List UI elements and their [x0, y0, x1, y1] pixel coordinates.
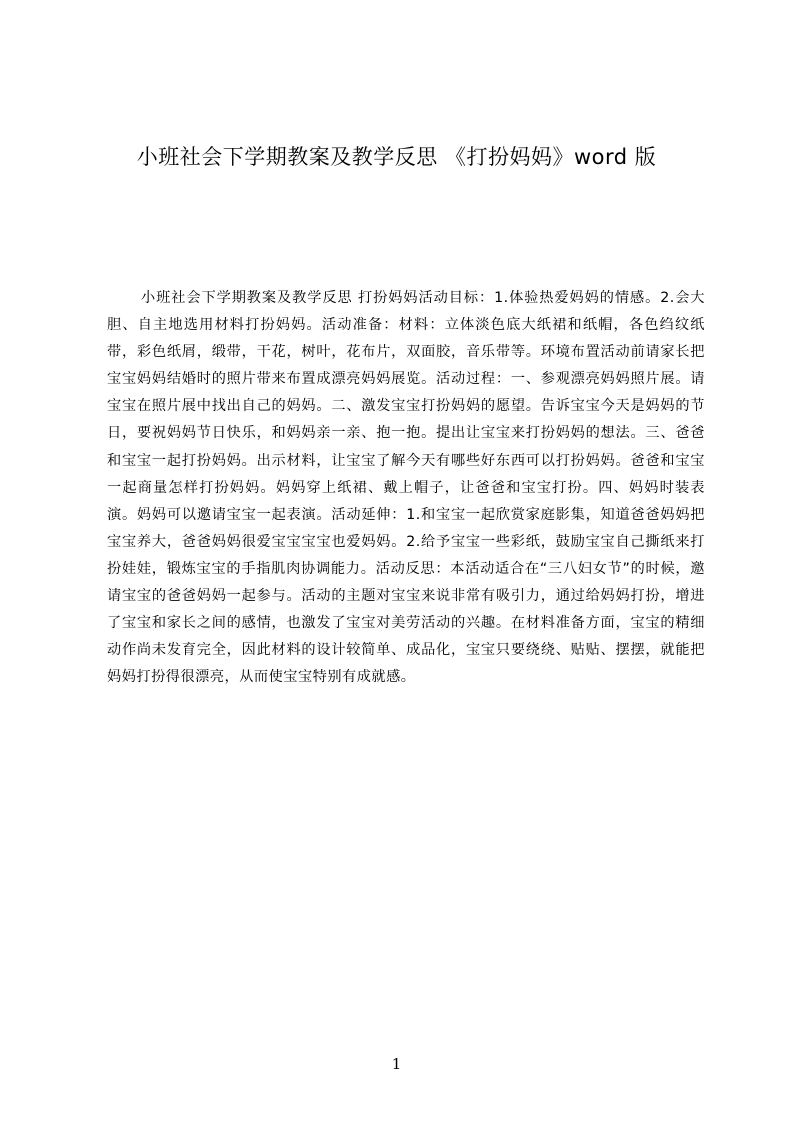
document-body-paragraph: 小班社会下学期教案及教学反思 打扮妈妈活动目标：1.体验热爱妈妈的情感。2.会大胆、自主地选用材料打扮妈妈。活动准备：材料：立体淡色底大纸裙和纸帽，各色绉纹纸带，彩色纸屑，缎带，干花，树叶，花布片，双面胶，音乐带等。环境布置活动前请家长把宝宝妈妈结婚时的照片带来布置成漂亮妈妈展览。活动过程：一、参观漂亮妈妈照片展。请宝宝在照片展中找出自己的妈妈。二、激发宝宝打扮妈妈的愿望。告诉宝宝今天是妈妈的节日，要祝妈妈节日快乐，和妈妈亲一亲、抱一抱。提出让宝宝来打扮妈妈的想法。三、爸爸和宝宝一起打扮妈妈。出示材料，让宝宝了解今天有哪些好东西可以打扮妈妈。爸爸和宝宝一起商量怎样打扮妈妈。妈妈穿上纸裙、戴上帽子，让爸爸和宝宝打扮。四、妈妈时装表演。妈妈可以邀请宝宝一起表演。活动延伸：1.和宝宝一起欣赏家庭影集，知道爸爸妈妈把宝宝养大，爸爸妈妈很爱宝宝宝宝也爱妈妈。2.给予宝宝一些彩纸，鼓励宝宝自己撕纸来打扮娃娃，锻炼宝宝的手指肌肉协调能力。活动反思：本活动适合在“三八妇女节”的时候，邀请宝宝的爸爸妈妈一起参与。活动的主题对宝宝来说非常有吸引力，通过给妈妈打扮，增进了宝宝和家长之间的感情，也激发了宝宝对美劳活动的兴趣。在材料准备方面，宝宝的精细动作尚未发育完全，因此材料的设计较简单、成品化，宝宝只要绕绕、贴贴、摆摆，就能把妈妈打扮得很漂亮，从而使宝宝特别有成就感。 — [107, 290, 705, 686]
document-title: 小班社会下学期教案及教学反思 《打扮妈妈》word 版 — [136, 145, 657, 169]
page-number: 1 — [391, 1055, 402, 1073]
